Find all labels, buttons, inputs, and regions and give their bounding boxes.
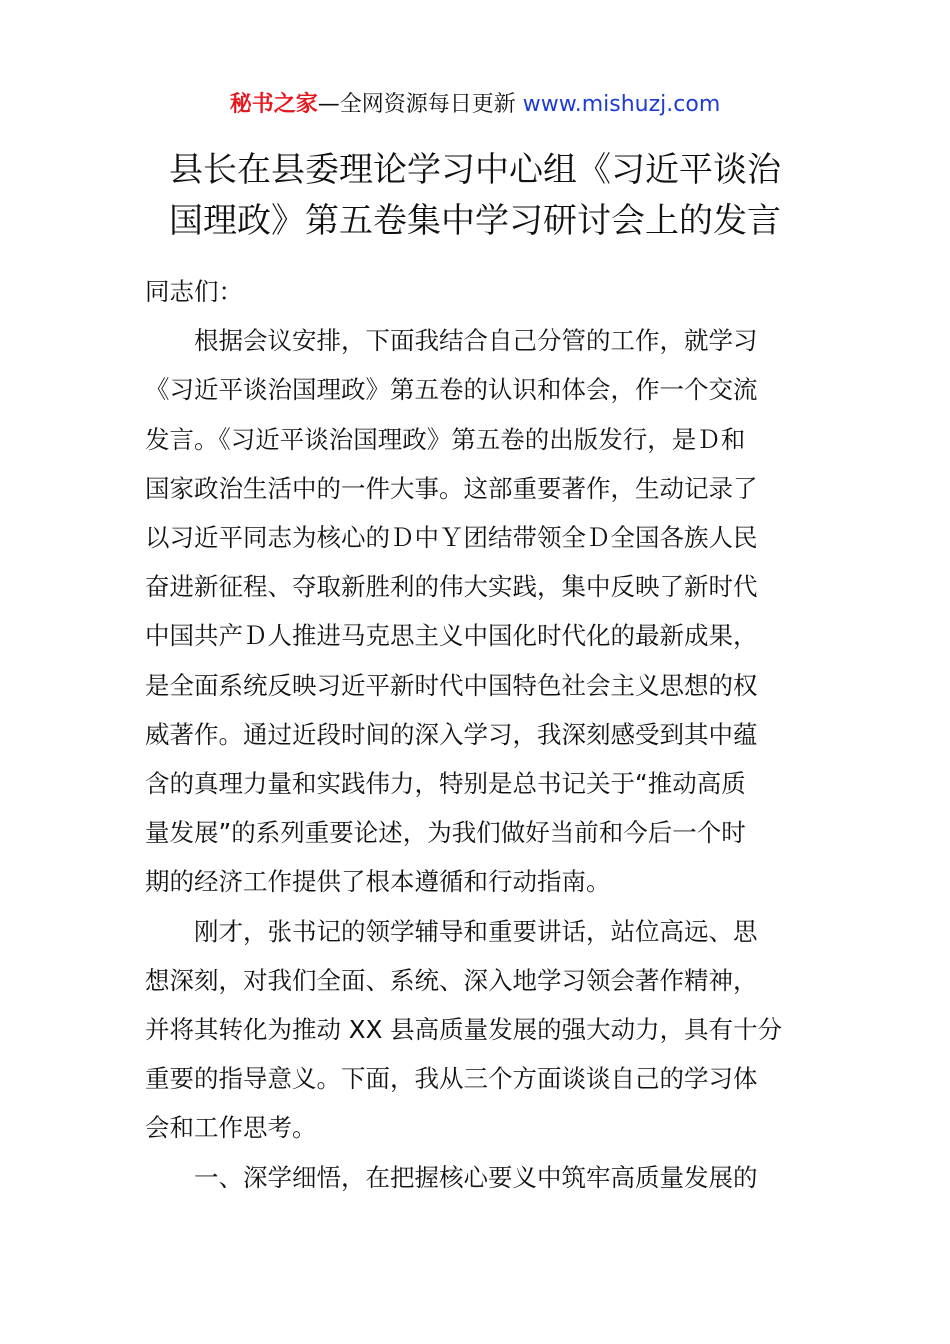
paragraph-line: 重要的指导意义。下面，我从三个方面谈谈自己的学习体 — [145, 1064, 758, 1094]
paragraph-line: 中国共产Ｄ人推进马克思主义中国化时代化的最新成果， — [145, 621, 758, 651]
document-title — [100, 145, 850, 247]
paragraph-line: 国家政治生活中的一件大事。这部重要著作，生动记录了 — [145, 473, 758, 503]
paragraph-line: 发言。《习近平谈治国理政》第五卷的出版发行，是Ｄ和 — [145, 424, 746, 454]
paragraph-line: 并将其转化为推动 XX 县高质量发展的强大动力，具有十分 — [145, 1015, 783, 1045]
site-url-link[interactable]: www.mishuzj.com — [522, 92, 721, 117]
paragraph-line: 根据会议安排，下面我结合自己分管的工作，就学习 — [194, 326, 758, 356]
title-line-1: 县长在县委理论学习中心组《习近平谈治 — [169, 150, 781, 190]
brand-name: 秘书之家 — [229, 92, 318, 117]
paragraph-line: 量发展”的系列重要论述，为我们做好当前和今后一个时 — [145, 818, 746, 848]
paragraph-line: 威著作。通过近段时间的深入学习，我深刻感受到其中蕴 — [145, 719, 758, 749]
paragraph-line: 刚才，张书记的领学辅导和重要讲话，站位高远、思 — [194, 916, 758, 946]
paragraph-1 — [145, 316, 810, 906]
paragraph-line: 是全面系统反映习近平新时代中国特色社会主义思想的权 — [145, 670, 758, 700]
header-tagline: —全网资源每日更新 — [317, 92, 516, 117]
paragraph-line: 会和工作思考。 — [145, 1113, 317, 1143]
paragraph-line: 含的真理力量和实践伟力，特别是总书记关于“推动高质 — [145, 769, 746, 799]
salutation-line: 同志们： — [145, 277, 243, 306]
paragraph-2 — [145, 907, 810, 1153]
paragraph-line: 想深刻，对我们全面、系统、深入地学习领会著作精神， — [145, 965, 758, 995]
paragraph-line: 期的经济工作提供了根本遵循和行动指南。 — [145, 867, 611, 897]
salutation — [145, 267, 810, 316]
document-body — [145, 267, 810, 1202]
section-heading-line: 一、深学细悟，在把握核心要义中筑牢高质量发展的 — [194, 1162, 758, 1192]
header-banner — [0, 90, 950, 120]
paragraph-line: 《习近平谈治国理政》第五卷的认识和体会，作一个交流 — [145, 375, 758, 405]
paragraph-line: 奋进新征程、夺取新胜利的伟大实践，集中反映了新时代 — [145, 572, 758, 602]
paragraph-line: 以习近平同志为核心的Ｄ中Ｙ团结带领全Ｄ全国各族人民 — [145, 523, 758, 553]
title-line-2: 国理政》第五卷集中学习研讨会上的发言 — [169, 201, 781, 241]
section-heading-1 — [145, 1153, 810, 1202]
